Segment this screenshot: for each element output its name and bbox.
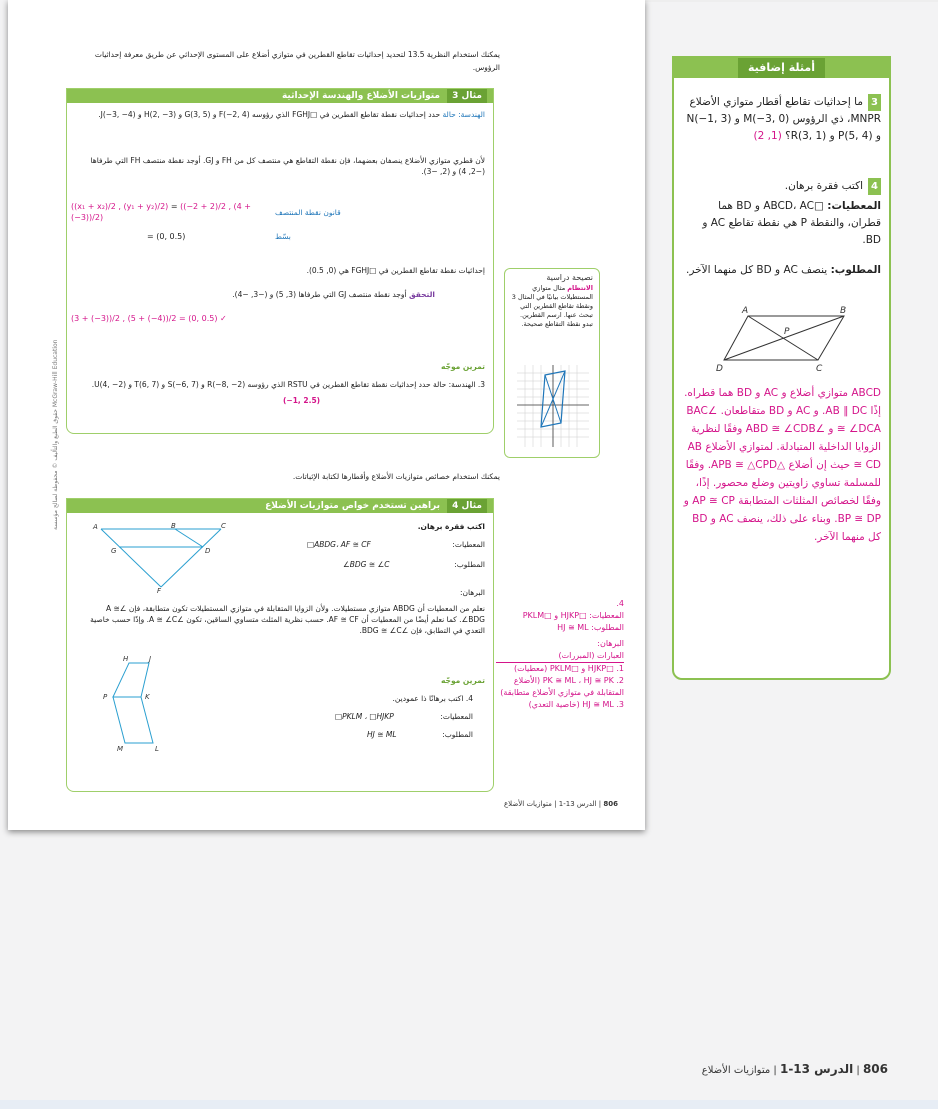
textbook-page — [8, 0, 645, 830]
figure-abcd — [714, 304, 854, 374]
svg-text:F: F — [157, 587, 162, 593]
svg-text:M: M — [117, 745, 124, 753]
svg-text:D: D — [716, 364, 723, 374]
example-4-prompt: اكتب فقرة برهان. — [417, 522, 485, 531]
example-3-step1: لأن قطري متوازي الأضلاع ينصفان بعضهما، فإن نقطة التقاطع هي منتصف كل من FH و GJ. أوجد نقطة منتصف FH التي طرفاها (−2, 4) و (2, −3). — [90, 156, 485, 176]
guided-practice-4-label: تمرين موجّه — [441, 676, 485, 685]
example-3-prompt-label: الهندسة: حالة — [442, 110, 485, 119]
sidebar-given: المعطيات: □ABCD، AC و BD هما قطران، والنقطة P هي نقطة تقاطع AC و BD. — [702, 200, 881, 246]
q3-answer: (1, 2) — [753, 130, 782, 142]
annotation-given: المعطيات: □HJKP و □PKLM — [522, 611, 624, 620]
intro-paragraph: يمكنك استخدام النظرية 13.5 لتحديد إحداثيات تقاطع القطرين في متوازي أضلاع على المستوى الإحداثي عن طريق معرفة إحداثيات الرؤوس. — [94, 50, 500, 72]
page-footer: 806 | الدرس 13-1 | متوازيات الأضلاع — [503, 800, 618, 808]
additional-examples-panel — [672, 56, 891, 680]
svg-text:C: C — [221, 522, 226, 530]
sidebar-question-3: 3ما إحداثيات تقاطع أقطار متوازي الأضلاع MNPR، ذي الرؤوس M(−3, 0) و N(−1, 3) و P(5, 4) و R(3, 1)؟ (1, 2) — [686, 96, 881, 142]
svg-text:C: C — [816, 364, 823, 374]
guided-practice-3-answer: (−1, 2.5) — [283, 396, 321, 405]
guided-practice-3-label: تمرين موجّه — [441, 362, 485, 371]
guided-4-prove-label: المطلوب: — [442, 730, 473, 739]
annotation-prove: المطلوب: HJ ≅ ML — [557, 623, 624, 632]
example-3-header — [67, 89, 493, 103]
example-4-prove-label: المطلوب: — [454, 560, 485, 569]
study-tip-body: الانتظام مثال متوازي المستطيلات بيانيًا في المثال 3 ونقطة تقاطع القطرين التي تبحث عنها. ارسم القطرين. تبدو نقطة التقاطع صحيحة. — [511, 284, 593, 328]
svg-text:G: G — [111, 547, 117, 555]
svg-text:K: K — [145, 693, 150, 701]
svg-text:P: P — [784, 327, 790, 337]
sidebar-question-4: 4اكتب فقرة برهان. — [683, 178, 881, 195]
copyright-vertical: حقوق الطبع والتأليف © محفوظة لصالح مؤسسة McGraw-Hill Education — [52, 339, 59, 530]
svg-text:D: D — [205, 547, 211, 555]
guided-practice-3: 3. الهندسة: حالة حدد إحداثيات نقطة تقاطع القطرين في RSTU الذي رؤوسه R(−8, −2) و S(−6, 7) و T(6, 7) و U(4, −2). — [91, 380, 485, 389]
example-4-proof: نعلم من المعطيات أن ABDG متوازي مستطيلات. ولأن الزوايا المتقابلة في متوازي المستطيلات تكون متطابقة، فإن ∠A ≅ ∠BDG. كما نعلم أيضًا من المعطيات أن AF ≅ CF. حسب نظرية المثلث متساوي الساقين، تكون ∠A ≅ ∠C. وإذًا حسب خاصية التعدي في التطابق، فإن ∠BDG ≅ ∠C. — [90, 604, 485, 635]
example-3-conclusion: إحداثيات نقطة تقاطع القطرين في □FGHJ هي (0, 0.5). — [306, 266, 485, 275]
additional-examples-header: أمثلة إضافية — [674, 58, 889, 78]
example-4-title: براهين تستخدم خواص متوازيات الأضلاع — [265, 501, 441, 511]
guided-practice-4: 4. اكتب برهانًا ذا عمودين. — [392, 694, 473, 703]
svg-text:J: J — [149, 655, 152, 663]
example-3-label: مثال 3 — [447, 89, 487, 103]
svg-text:B: B — [171, 522, 176, 530]
sidebar-prove: المطلوب: ينصف AC و BD كل منهما الآخر. — [686, 264, 881, 276]
example-4-prove: ∠BDG ≅ ∠C — [343, 560, 390, 569]
guided-4-given: □PKLM ، □HJKP — [335, 712, 394, 721]
study-tip-title: نصيحة دراسية — [546, 273, 593, 282]
intro-paragraph-2: يمكنك استخدام خصائص متوازيات الأضلاع وأقطارها لكتابة الإثباتات. — [292, 472, 500, 481]
tip-coordinate-graph — [517, 365, 589, 447]
svg-text:H: H — [123, 655, 129, 663]
svg-text:B: B — [840, 306, 847, 316]
figure-abdg — [91, 521, 231, 593]
svg-text:P: P — [103, 693, 108, 701]
midpoint-label: قانون نقطة المنتصف — [275, 208, 341, 217]
figure-hjkp-pklm — [101, 653, 171, 753]
example-3-title: متوازيات الأضلاع والهندسة الإحداثية — [281, 91, 441, 101]
check-formula: (3 + (−3))/2 , (5 + (−4))/2 = (0, 0.5) ✓ — [71, 314, 227, 323]
example-4-given: □ABDG، AF ≅ CF — [307, 540, 371, 549]
study-tip-box — [504, 268, 600, 458]
example-4-label: مثال 4 — [447, 499, 487, 513]
midpoint-formula: ((x₁ + x₂)/2 , (y₁ + y₂)/2) = ((−2 + 2)/2 , (4 + (−3))/2) — [71, 202, 251, 222]
bottom-footer: 806 | الدرس 13-1 | متوازيات الأضلاع — [701, 1062, 888, 1076]
example-4-box — [66, 498, 494, 792]
example-3-check: التحقق أوجد نقطة منتصف GJ التي طرفاها (3, 5) و (−3, −4). — [232, 290, 435, 299]
example-4-header — [67, 499, 493, 513]
guided-4-prove: HJ ≅ ML — [367, 730, 397, 739]
svg-text:L: L — [155, 745, 159, 753]
svg-text:A: A — [93, 523, 98, 531]
top-edge — [645, 0, 938, 2]
guided-4-given-label: المعطيات: — [440, 712, 473, 721]
simplify-label: بسّط — [275, 232, 291, 241]
example-3-box — [66, 88, 494, 434]
example-4-given-label: المعطيات: — [452, 540, 485, 549]
answer-annotation: 4. المعطيات: □HJKP و □PKLM المطلوب: HJ ≅ ML البرهان: العبارات (المبررات) 1. □HJKP و □PKLM (معطيات) 2. PK ≅ ML ، HJ ≅ PK (الأضلاع المتقابلة في متوازي الأضلاع متطابقة) 3. HJ ≅ ML (خاصية التعدي) — [496, 598, 624, 711]
example-3-prompt: الهندسة: حالة حدد إحداثيات نقطة تقاطع القطرين في □FGHJ الذي رؤوسه F(−2, 4) و G(3, 5) و H(2, −3) و J(−3, −4). — [98, 110, 485, 119]
bottom-bar — [0, 1100, 938, 1109]
example-4-proof-label: البرهان: — [459, 588, 485, 597]
svg-text:A: A — [742, 306, 749, 316]
midpoint-result: = (0, 0.5) — [147, 232, 186, 241]
sidebar-answer: ABCD متوازي أضلاع و AC و BD هما قطراه. إذًا AB ∥ DC. و AC و BD متقاطعان. ∠BAC ≅ ∠DCA و ∠ABD ≅ ∠CDB وفقًا لنظرية الزوايا الداخلية المتبادلة. لمتوازي الأضلاع AB ≅ CD حيث إن أضلاع △APB ≅ △CPD. وفقًا للمسلمة تساوي زاويتين وضلع محصور. إذًا، وفقًا لخصائص المثلثات المتطابقة AP ≅ CP و BP ≅ DP. وبناء على ذلك، ينصف AC و BD كل منهما الآخر. — [683, 387, 881, 543]
